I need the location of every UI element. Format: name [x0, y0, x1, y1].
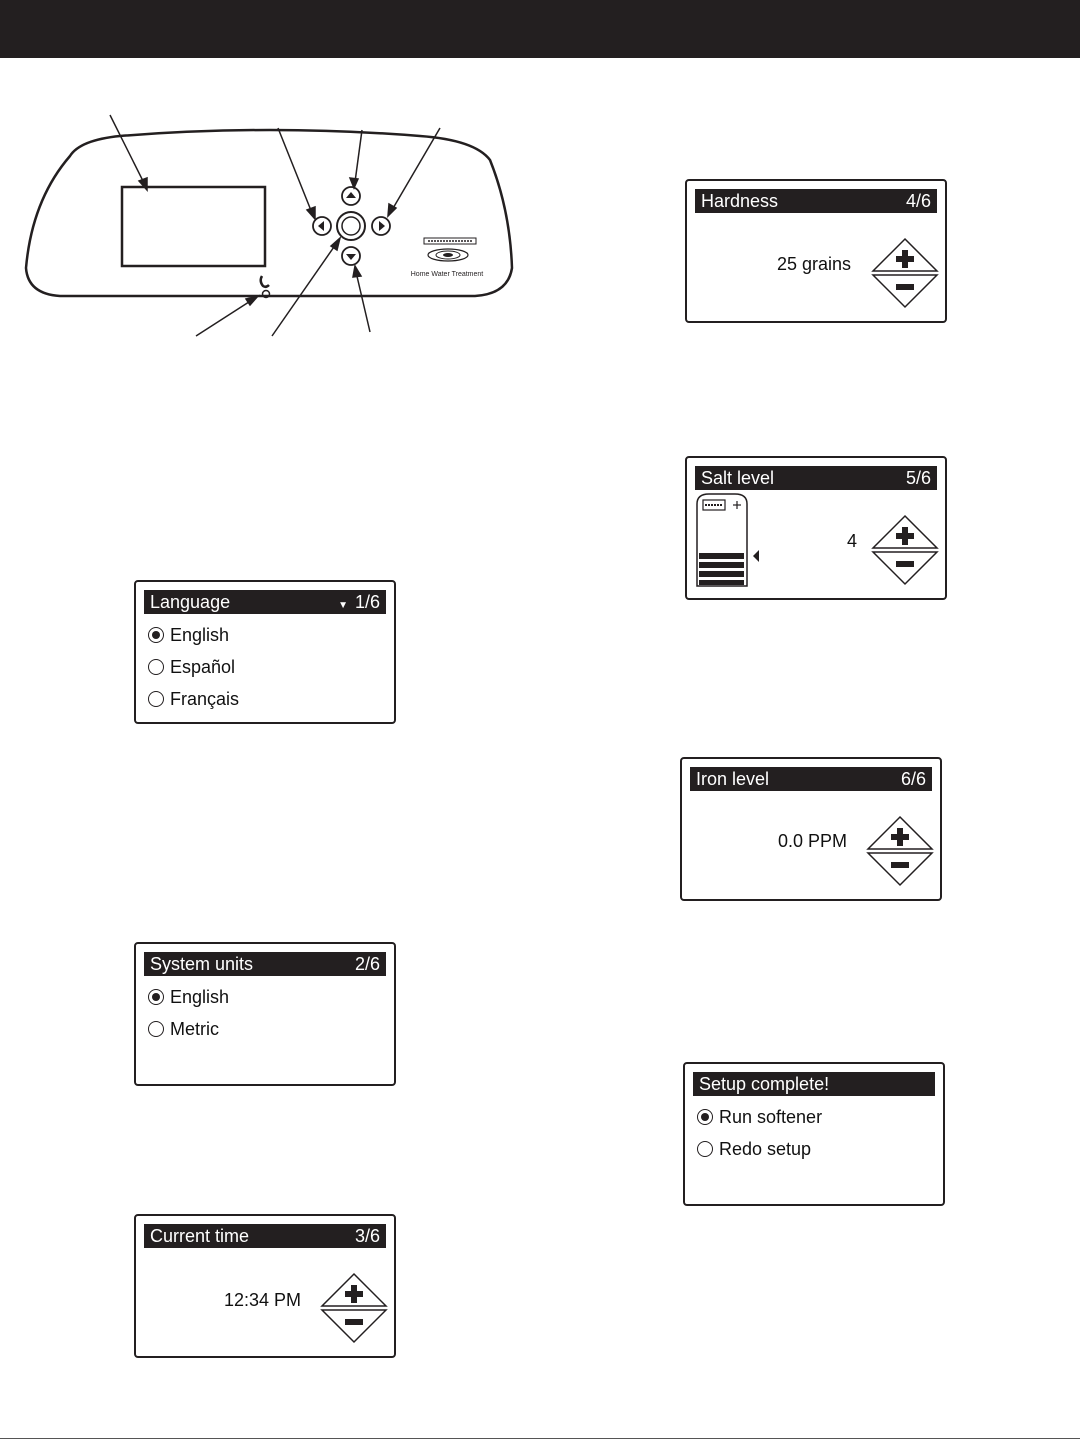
- screen-header: [695, 466, 937, 490]
- system-units-screen: [134, 942, 396, 1086]
- screen-header: [144, 952, 386, 976]
- screen-header: [690, 767, 932, 791]
- chevron-left-icon: [318, 221, 324, 231]
- run-softener-option[interactable]: [697, 1106, 822, 1128]
- option-label: English: [170, 987, 230, 1007]
- down-button[interactable]: [342, 247, 360, 265]
- screen-page: 5/6: [905, 468, 931, 488]
- option-label: Metric: [170, 1019, 219, 1039]
- screen-title: Iron level: [696, 769, 770, 789]
- radio-selected-icon: [148, 989, 164, 1005]
- radio-selected-icon: [148, 627, 164, 643]
- screen-header: [144, 590, 386, 614]
- radio-icon: [148, 1021, 164, 1037]
- language-option-espanol[interactable]: [148, 656, 235, 678]
- language-option-english[interactable]: [148, 624, 229, 646]
- screen-title: Language: [150, 592, 231, 612]
- iron-level-value: 0.0 PPM: [778, 831, 848, 851]
- brand-text: Home Water Treatment: [410, 271, 484, 278]
- phone-icon: [261, 276, 269, 287]
- control-panel-diagram: [0, 0, 540, 345]
- radio-icon: [697, 1141, 713, 1157]
- screen-title: Salt level: [701, 468, 775, 488]
- brand-logo: [424, 238, 476, 261]
- chevron-right-icon: [379, 221, 385, 231]
- screen-page: 2/6: [354, 954, 380, 974]
- screen-title: Setup complete!: [699, 1074, 830, 1094]
- minus-icon[interactable]: [868, 853, 932, 885]
- screen-page: 6/6: [900, 769, 926, 789]
- minus-icon[interactable]: [322, 1310, 386, 1342]
- screen-header: [144, 1224, 386, 1248]
- plus-icon[interactable]: [873, 239, 937, 271]
- hardness-screen: [685, 179, 947, 323]
- screen-header: [695, 189, 937, 213]
- option-label: Español: [170, 657, 236, 677]
- screen-header: [693, 1072, 935, 1096]
- right-button[interactable]: [372, 217, 390, 235]
- salt-tank-icon: [695, 490, 765, 590]
- screen-title: Current time: [150, 1226, 250, 1246]
- units-option-english[interactable]: [148, 986, 229, 1008]
- footer-rule: [0, 1438, 1080, 1439]
- units-option-metric[interactable]: [148, 1018, 219, 1040]
- setup-complete-screen: [683, 1062, 945, 1206]
- radio-selected-icon: [697, 1109, 713, 1125]
- chevron-up-icon: [346, 192, 356, 198]
- radio-icon: [148, 691, 164, 707]
- minus-icon[interactable]: [873, 275, 937, 307]
- value-adjuster[interactable]: [871, 237, 939, 309]
- language-option-francais[interactable]: [148, 688, 239, 710]
- up-button[interactable]: [342, 187, 360, 205]
- chevron-down-icon: [346, 254, 356, 260]
- level-pointer-icon: [753, 550, 759, 562]
- select-button[interactable]: [337, 212, 365, 240]
- value-adjuster[interactable]: [871, 514, 939, 586]
- display-window: [122, 187, 265, 266]
- salt-level-screen: [685, 456, 947, 600]
- current-time-screen: [134, 1214, 396, 1358]
- value-adjuster[interactable]: [320, 1272, 388, 1344]
- value-adjuster[interactable]: [866, 815, 934, 887]
- language-screen: [134, 580, 396, 724]
- option-label: Français: [170, 689, 240, 709]
- redo-setup-option[interactable]: [697, 1138, 811, 1160]
- time-value: 12:34 PM: [224, 1290, 302, 1310]
- plus-icon[interactable]: [322, 1274, 386, 1306]
- scroll-down-icon: ▼: [338, 600, 348, 611]
- screen-page: 4/6: [905, 191, 931, 211]
- radio-icon: [148, 659, 164, 675]
- hardness-value: 25 grains: [777, 254, 852, 274]
- option-label: Run softener: [719, 1107, 823, 1127]
- plus-icon[interactable]: [868, 817, 932, 849]
- screen-page: 3/6: [354, 1226, 380, 1246]
- option-label: Redo setup: [719, 1139, 812, 1159]
- screen-title: Hardness: [701, 191, 779, 211]
- screen-title: System units: [150, 954, 254, 974]
- minus-icon[interactable]: [873, 552, 937, 584]
- plus-icon[interactable]: [873, 516, 937, 548]
- iron-level-screen: [680, 757, 942, 901]
- salt-level-value: 4: [847, 531, 858, 551]
- screen-page: 1/6: [354, 592, 380, 612]
- option-label: English: [170, 625, 230, 645]
